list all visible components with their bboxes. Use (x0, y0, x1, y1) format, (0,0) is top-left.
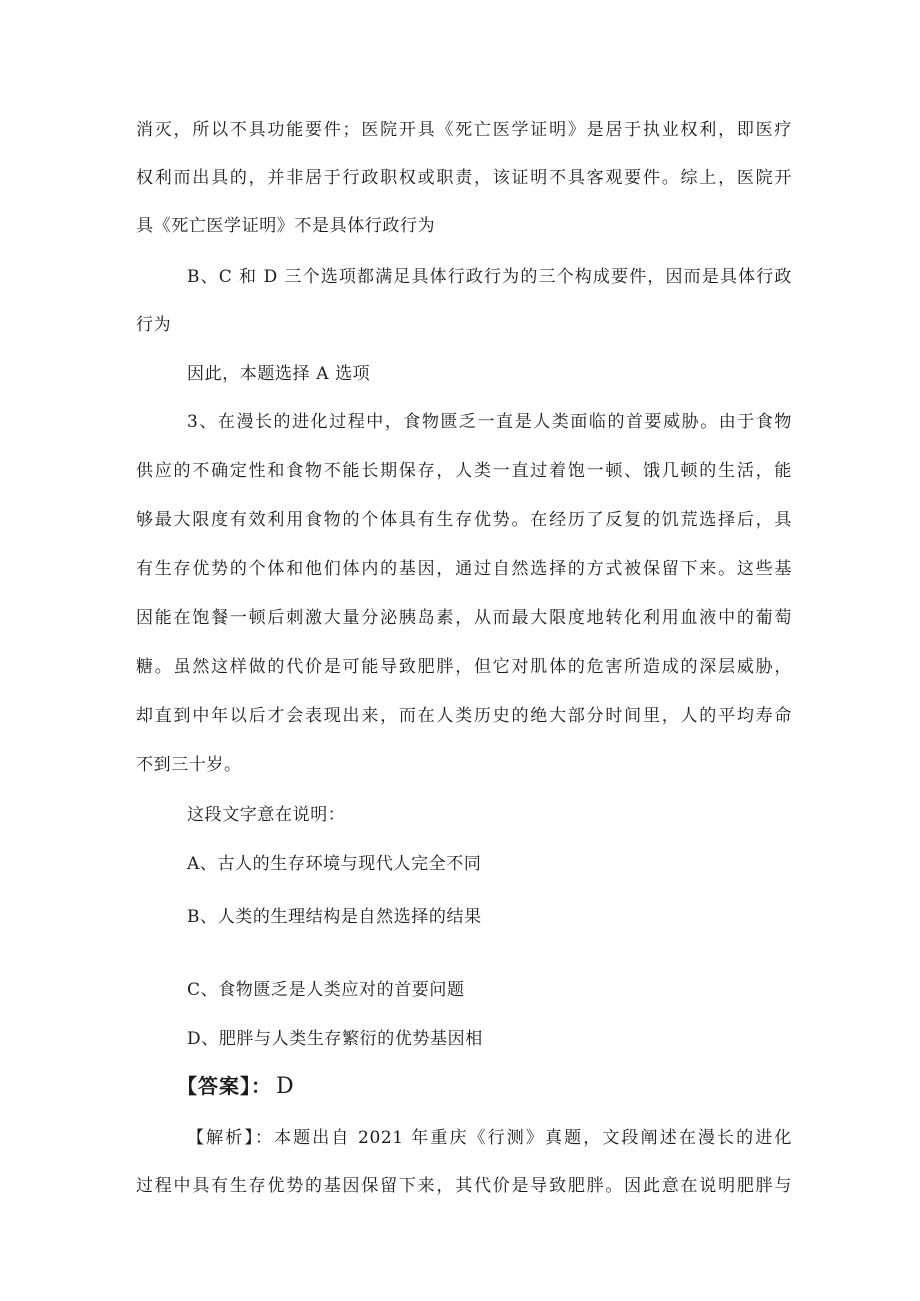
text-line: 具《死亡医学证明》不是具体行政行为 (136, 216, 436, 236)
text-line: 消灭，所以不具功能要件；医院开具《死亡医学证明》是居于执业权利，即医疗 (136, 120, 792, 140)
text-line: B、C 和 D 三个选项都满足具体行政行为的三个构成要件，因而是具体行政 (187, 267, 792, 287)
question-stem-line: 3、在漫长的进化过程中，食物匮乏一直是人类面临的首要威胁。由于食物 (187, 412, 792, 432)
answer-value: D (276, 1074, 295, 1099)
question-stem-line: 糖。虽然这样做的代价是可能导致肥胖，但它对肌体的危害所造成的深层威胁， (136, 657, 792, 677)
option-c: C、食物匮乏是人类应对的首要问题 (187, 980, 465, 1000)
question-stem-line: 因能在饱餐一顿后刺激大量分泌胰岛素，从而最大限度地转化利用血液中的葡萄 (136, 608, 792, 628)
option-a: A、古人的生存环境与现代人完全不同 (187, 854, 482, 874)
text-line: 行为 (136, 315, 172, 335)
text-line: 因此，本题选择 A 选项 (187, 364, 371, 384)
question-stem-line: 供应的不确定性和食物不能长期保存，人类一直过着饱一顿、饿几顿的生活，能 (136, 461, 792, 481)
answer-line (177, 1070, 295, 1099)
text-line: 权利而出具的，并非居于行政职权或职责，该证明不具客观要件。综上，医院开 (136, 168, 792, 188)
question-stem-line: 够最大限度有效利用食物的个体具有生存优势。在经历了反复的饥荒选择后，具 (136, 510, 792, 530)
answer-label: 【答案】： (177, 1074, 272, 1098)
analysis-line: 【解析】：本题出自 2021 年重庆《行测》真题，文段阐述在漫长的进化 (187, 1128, 792, 1148)
option-d: D、肥胖与人类生存繁衍的优势基因相 (187, 1029, 483, 1049)
question-prompt: 这段文字意在说明： (187, 805, 346, 825)
question-stem-line: 有生存优势的个体和他们体内的基因，通过自然选择的方式被保留下来。这些基 (136, 559, 792, 579)
option-b: B、人类的生理结构是自然选择的结果 (187, 907, 482, 927)
question-stem-line: 不到三十岁。 (136, 755, 242, 775)
analysis-line: 过程中具有生存优势的基因保留下来，其代价是导致肥胖。因此意在说明肥胖与 (136, 1176, 792, 1196)
question-stem-line: 却直到中年以后才会表现出来，而在人类历史的绝大部分时间里，人的平均寿命 (136, 706, 792, 726)
